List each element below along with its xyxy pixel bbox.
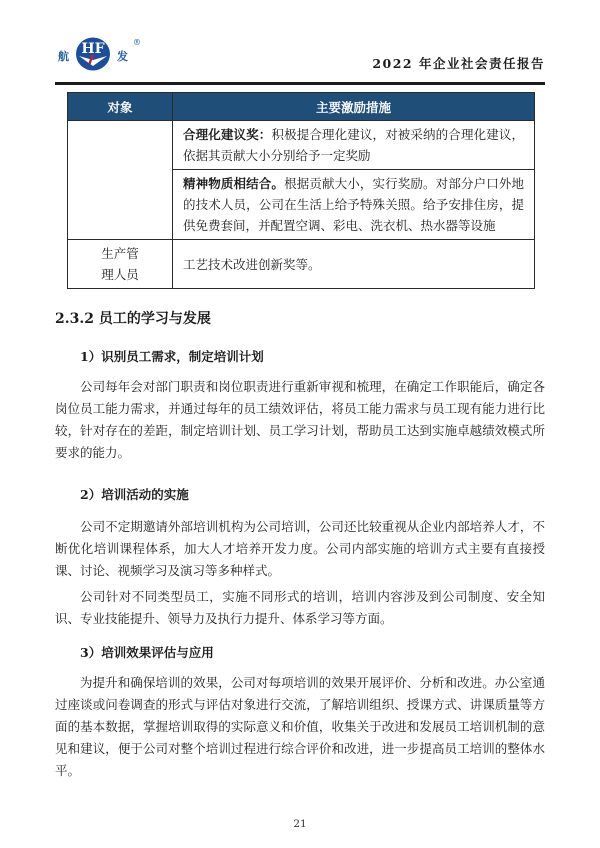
measure-cell [173, 240, 535, 289]
section-heading: 2.3.2 员工的学习与发展 [55, 311, 211, 327]
measure-cell [173, 170, 535, 240]
report-title: 2022 年企业社会责任报告 [372, 56, 545, 71]
page-number: 21 [293, 818, 307, 830]
body-paragraph: 为提升和确保培训的效果，公司对每项培训的效果开展评价、分析和改进。办公室通过座谈或问卷调查的形式与评估对象进行交流，了解培训组织、授课方式、讲课质量等方面的基本数据，掌握培训取得的实际意义和价值，收集关于改进和发展员工培训机制的意见和建议，便于公司对整个培训过程进行综合评价和改进，进一步提高员工培训的整体水平。 [55, 675, 545, 778]
column-header-measures: 主要激励措施 [173, 93, 535, 121]
logo-right-char: 发 [117, 50, 128, 63]
body-paragraph: 公司每年会对部门职责和岗位职责进行重新审视和梳理，在确定工作职能后，确定各岗位员工能力需求，并通过每年的员工绩效评估，将员工能力需求与员工现有能力进行比较，针对存在的差距，制定培训计划、员工学习计划，帮助员工达到实施卓越绩效模式所要求的能力。 [55, 379, 545, 460]
measure-lead: 精神物质相结合。 [183, 176, 285, 191]
object-label: 生产管理人员 [101, 246, 139, 282]
subsection-heading-3: 3）培训效果评估与应用 [80, 645, 214, 660]
svg-text:HF: HF [81, 41, 105, 57]
incentive-table [67, 92, 535, 289]
logo-emblem-icon [73, 34, 113, 78]
column-header-object: 对象 [68, 93, 173, 121]
measure-lead: 合理化建议奖： [183, 127, 272, 142]
page-header [55, 0, 545, 82]
object-cell [68, 240, 173, 289]
measure-text: 根据贡献大小，实行奖励。对部分户口外地的技术人员，公司在生活上给予特殊关照。给予安排住房，提供免费套间，并配置空调、彩电、洗衣机、热水器等设施 [183, 176, 524, 233]
table-header-row [68, 93, 535, 121]
table-row [68, 121, 535, 170]
subsection-heading-2: 2）培训活动的实施 [80, 487, 189, 502]
measure-cell [173, 121, 535, 170]
measure-text: 积极提合理化建议，对被采纳的合理化建议，依据其贡献大小分别给予一定奖励 [183, 127, 524, 163]
measure-text: 工艺技术改进创新奖等。 [183, 256, 321, 272]
registered-mark: ® [133, 37, 141, 47]
header-rule [55, 82, 545, 85]
body-paragraph: 公司不定期邀请外部培训机构为公司培训，公司还比较重视从企业内部培养人才，不断优化培训课程体系，加大人才培养开发力度。公司内部实施的培训方式主要有直接授课、讨论、视频学习及演习等多种样式。 [55, 519, 545, 578]
company-logo [58, 34, 140, 78]
table-row [68, 240, 535, 289]
subsection-heading-1: 1）识别员工需求，制定培训计划 [80, 349, 264, 364]
logo-left-char: 航 [58, 50, 69, 63]
body-paragraph: 公司针对不同类型员工，实施不同形式的培训，培训内容涉及到公司制度、安全知识、专业技能提升、领导力及执行力提升、体系学习等方面。 [55, 589, 545, 626]
object-cell-merged [68, 121, 173, 240]
